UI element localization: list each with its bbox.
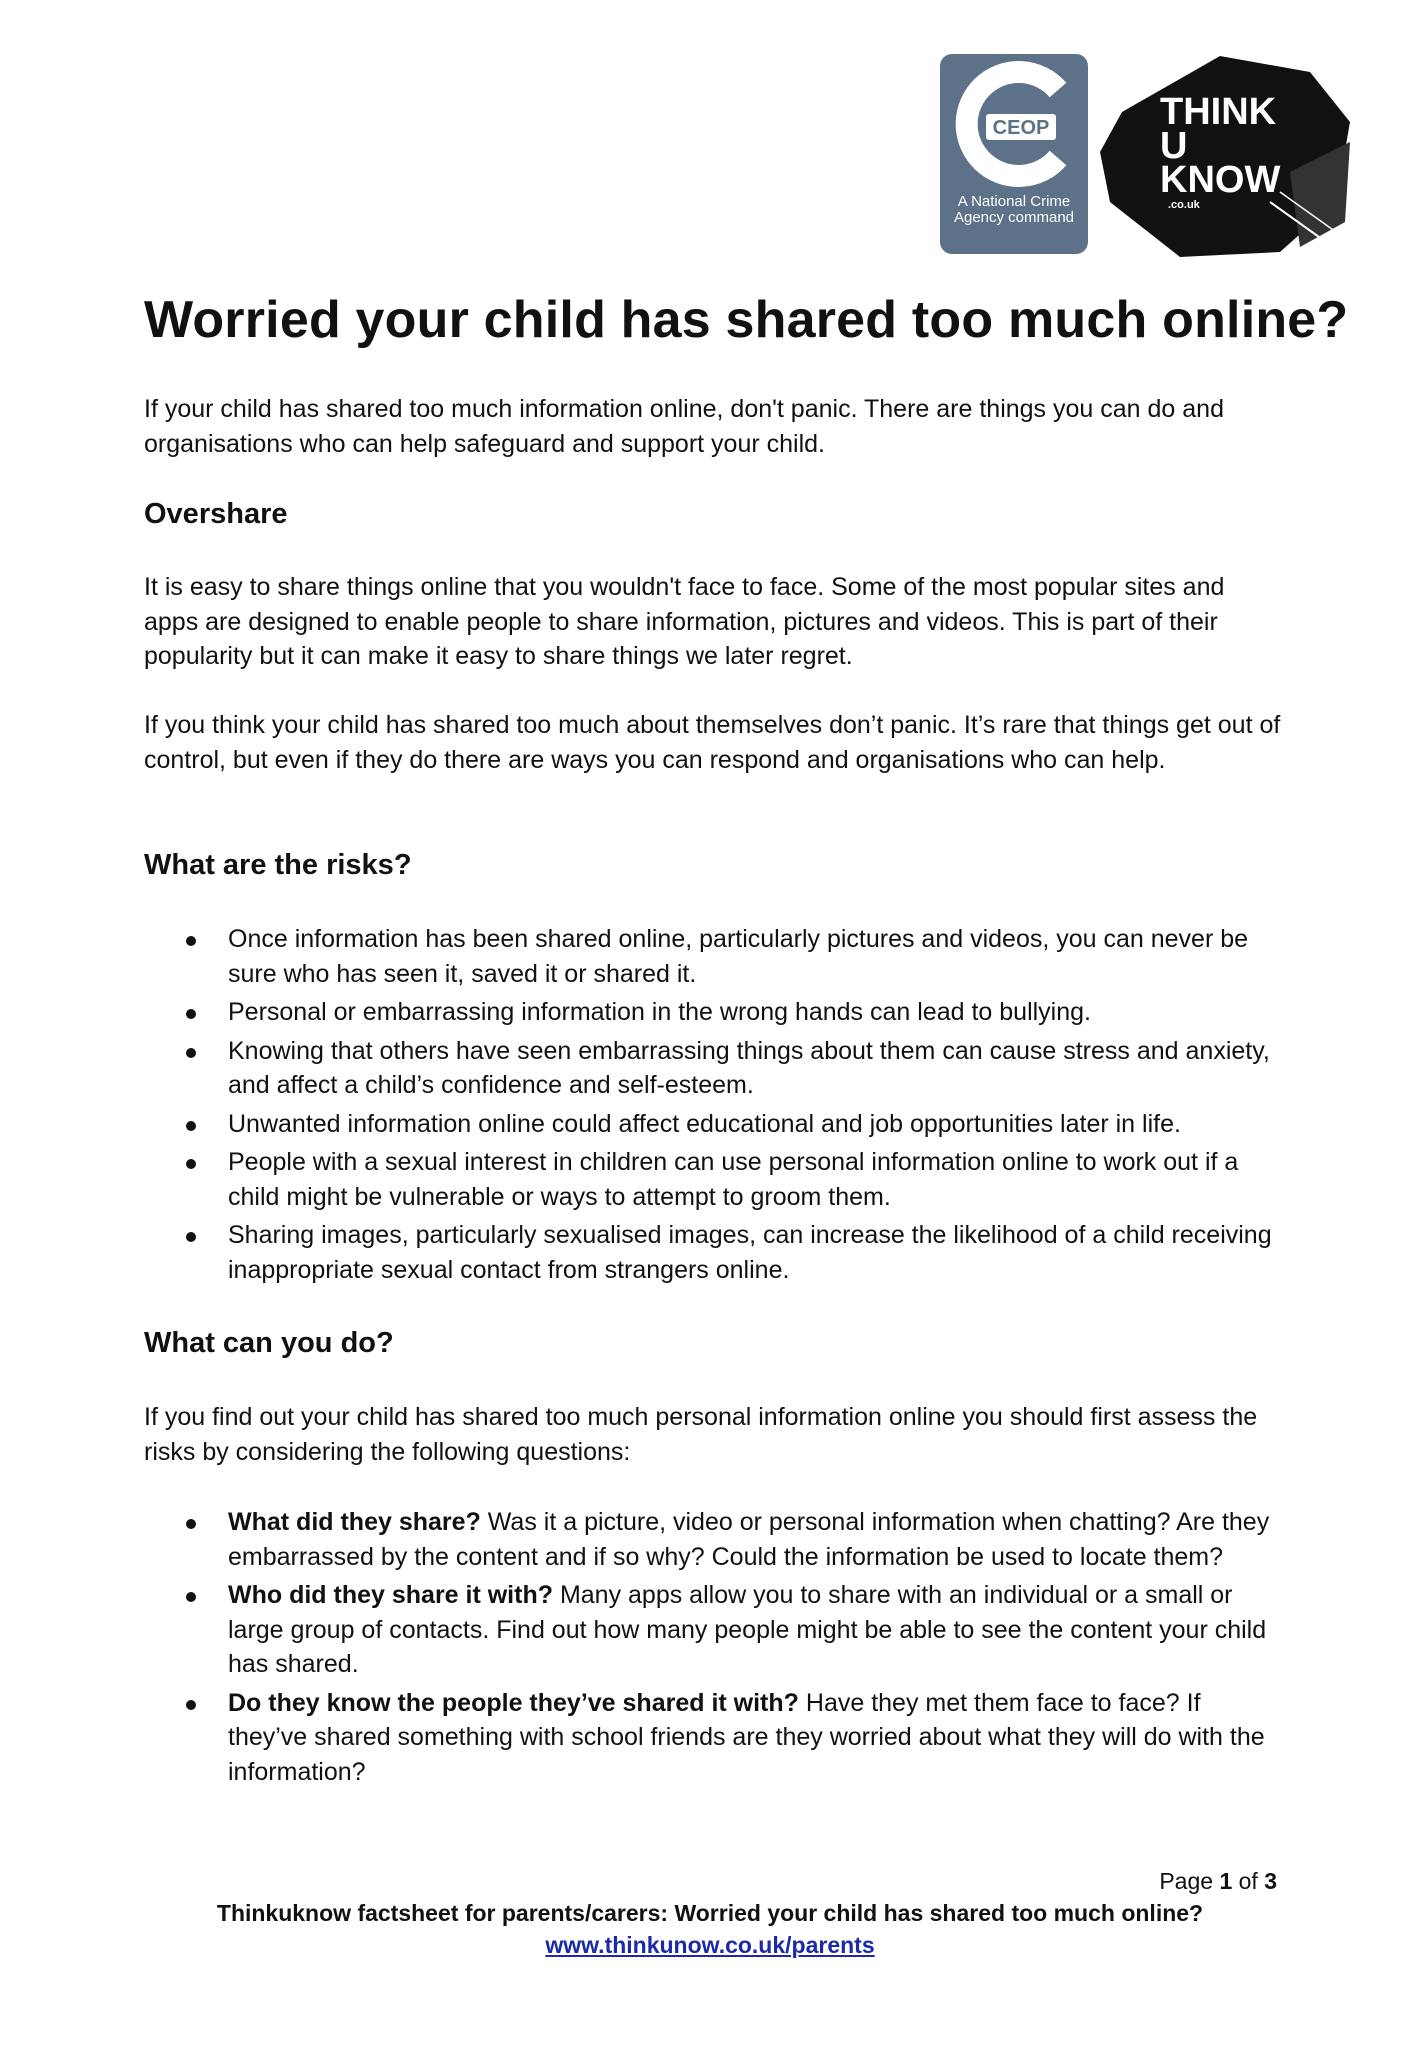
intro-paragraph: If your child has shared too much information online, don't panic. There are things you can do and organisations who can help safeguard and support your child. (144, 395, 1224, 458)
list-item: Who did they share it with? Many apps allow you to share with an individual or a small or large group of contacts. Find out how many people might be able to see the content your child has shared. (144, 1578, 1284, 1682)
bullet-icon (186, 1048, 196, 1058)
list-item: What did they share? Was it a picture, video or personal information when chatting? Are they embarrassed by the content and if so why? Could the information be used to locate them? (144, 1505, 1284, 1574)
page-title: Worried your child has shared too much online? (144, 291, 1349, 349)
ceop-wordmark: CEOP (992, 117, 1050, 139)
tuk-line2: U (1160, 125, 1188, 167)
bullet-icon (186, 1009, 196, 1019)
list-item: Unwanted information online could affect educational and job opportunities later in life. (144, 1107, 1284, 1142)
list-item: Once information has been shared online, particularly pictures and videos, you can never be sure who has seen it, saved it or shared it. (144, 922, 1284, 991)
bullet-icon (186, 936, 196, 946)
footer-link[interactable]: www.thinkunow.co.uk/parents (545, 1932, 875, 1958)
overshare-heading: Overshare (144, 498, 288, 530)
risks-list (144, 922, 1284, 1291)
list-item: Personal or embarrassing information in the wrong hands can lead to bullying. (144, 995, 1284, 1030)
footer-title: Thinkuknow factsheet for parents/carers: Worried your child has shared too much online? (216, 1900, 1204, 1926)
list-item: Do they know the people they’ve shared it with? Have they met them face to face? If they’ve shared something with school friends are they worried about what they will do with the information? (144, 1686, 1284, 1790)
list-item: Sharing images, particularly sexualised images, can increase the likelihood of a child receiving inappropriate sexual contact from strangers online. (144, 1218, 1284, 1287)
list-item: Knowing that others have seen embarrassing things about them can cause stress and anxiety, and affect a child’s confidence and self-esteem. (144, 1034, 1284, 1103)
ceop-tagline: A National Crime Agency command (953, 193, 1075, 226)
bullet-icon (186, 1519, 196, 1529)
tuk-line3: KNOW (1160, 159, 1281, 201)
overshare-paragraph-2: If you think your child has shared too much about themselves don’t panic. It’s rare that things get out of control, but even if they do there are ways you can respond and organisations who can help. (144, 711, 1281, 774)
thinkuknow-logo (1100, 52, 1355, 262)
bullet-icon (186, 1159, 196, 1169)
bullet-icon (186, 1592, 196, 1602)
bullet-icon (186, 1232, 196, 1242)
tuk-line1: THINK (1160, 91, 1277, 133)
risks-heading: What are the risks? (144, 849, 412, 881)
header-logos (940, 52, 1360, 262)
actions-heading: What can you do? (144, 1327, 394, 1359)
actions-intro: If you find out your child has shared too much personal information online you should first assess the risks by considering the following questions: (144, 1403, 1258, 1466)
tuk-domain: .co.uk (1168, 199, 1200, 211)
actions-list (144, 1505, 1284, 1793)
bullet-icon (186, 1700, 196, 1710)
list-item: People with a sexual interest in children can use personal information online to work out if a child might be vulnerable or ways to attempt to groom them. (144, 1145, 1284, 1214)
page-number: Page 1 of 3 (1159, 1868, 1277, 1894)
overshare-paragraph-1: It is easy to share things online that you wouldn't face to face. Some of the most popular sites and apps are designed to enable people to share information, pictures and videos. This is part of their popularity but it can make it easy to share things we later regret. (144, 573, 1225, 670)
ceop-logo (940, 54, 1088, 254)
bullet-icon (186, 1121, 196, 1131)
